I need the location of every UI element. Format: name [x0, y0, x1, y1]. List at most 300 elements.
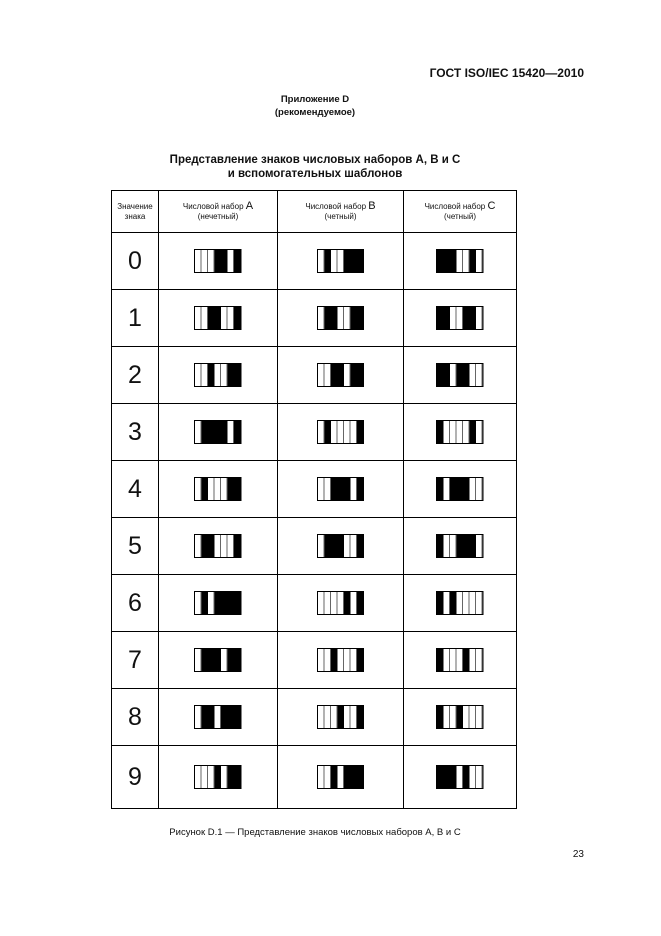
dark-module — [208, 535, 215, 557]
cell-set-c — [404, 233, 517, 290]
light-module — [450, 364, 457, 386]
cell-set-a — [159, 404, 278, 461]
light-module — [450, 649, 457, 671]
light-module — [344, 364, 351, 386]
light-module — [457, 766, 464, 788]
dark-module — [437, 421, 444, 443]
barcode-set-a-7 — [194, 648, 242, 672]
barcode-set-a-9 — [194, 765, 242, 789]
light-module — [318, 649, 325, 671]
light-module — [337, 766, 344, 788]
dark-module — [463, 307, 470, 329]
dark-module — [324, 421, 331, 443]
light-module — [350, 706, 357, 728]
header-set-b-letter: B — [368, 200, 376, 212]
dark-module — [202, 535, 209, 557]
dark-module — [234, 478, 241, 500]
dark-module — [344, 478, 351, 500]
light-module — [318, 706, 325, 728]
light-module — [208, 250, 215, 272]
dark-module — [215, 250, 222, 272]
dark-module — [221, 421, 228, 443]
light-module — [463, 421, 470, 443]
barcode-set-b-0 — [317, 249, 365, 273]
barcode-set-c-9 — [436, 765, 484, 789]
light-module — [344, 649, 351, 671]
header-set-c-letter: C — [487, 200, 496, 212]
light-module — [444, 535, 451, 557]
dark-module — [450, 478, 457, 500]
dark-module — [202, 592, 209, 614]
light-module — [457, 307, 464, 329]
light-module — [318, 592, 325, 614]
light-module — [324, 649, 331, 671]
dark-module — [228, 364, 235, 386]
standard-designation: ГОСТ ISO/IEC 15420—2010 — [429, 66, 584, 80]
table-row — [112, 746, 517, 809]
light-module — [457, 592, 464, 614]
light-module — [476, 421, 483, 443]
light-module — [221, 478, 228, 500]
dark-module — [234, 364, 241, 386]
dark-module — [331, 649, 338, 671]
light-module — [470, 649, 477, 671]
dark-module — [470, 250, 477, 272]
light-module — [202, 364, 209, 386]
light-module — [228, 421, 235, 443]
dark-module — [331, 364, 338, 386]
header-set-a-letter: A — [245, 200, 254, 212]
header-set-b-parity: (четный) — [324, 212, 357, 221]
cell-set-a — [159, 518, 278, 575]
dark-module — [234, 421, 241, 443]
light-module — [450, 307, 457, 329]
table-row — [112, 518, 517, 575]
barcode-set-c-4 — [436, 477, 484, 501]
dark-module — [234, 250, 241, 272]
light-module — [318, 478, 325, 500]
dark-module — [208, 364, 215, 386]
cell-set-b — [278, 347, 404, 404]
light-module — [215, 706, 222, 728]
barcode-set-a-2 — [194, 363, 242, 387]
dark-module — [350, 307, 357, 329]
light-module — [318, 307, 325, 329]
cell-set-c — [404, 689, 517, 746]
light-module — [344, 706, 351, 728]
dark-module — [215, 766, 222, 788]
dark-module — [202, 649, 209, 671]
dark-module — [463, 478, 470, 500]
dark-module — [202, 421, 209, 443]
dark-module — [444, 766, 451, 788]
dark-module — [337, 364, 344, 386]
light-module — [195, 478, 202, 500]
barcode-set-c-1 — [436, 306, 484, 330]
dark-module — [437, 649, 444, 671]
light-module — [221, 307, 228, 329]
table-header-row — [112, 191, 517, 233]
light-module — [318, 364, 325, 386]
light-module — [318, 250, 325, 272]
light-module — [476, 706, 483, 728]
dark-module — [208, 706, 215, 728]
light-module — [344, 307, 351, 329]
dark-module — [221, 250, 228, 272]
dark-module — [437, 307, 444, 329]
cell-set-c — [404, 518, 517, 575]
dark-module — [463, 649, 470, 671]
digit-value: 9 — [112, 746, 159, 809]
cell-set-a — [159, 461, 278, 518]
light-module — [350, 478, 357, 500]
dark-module — [450, 592, 457, 614]
dark-module — [357, 592, 364, 614]
dark-module — [324, 250, 331, 272]
dark-module — [457, 706, 464, 728]
light-module — [195, 766, 202, 788]
dark-module — [344, 592, 351, 614]
light-module — [195, 421, 202, 443]
light-module — [476, 307, 483, 329]
cell-set-b — [278, 689, 404, 746]
table-row — [112, 404, 517, 461]
dark-module — [221, 592, 228, 614]
light-module — [318, 766, 325, 788]
barcode-set-a-6 — [194, 591, 242, 615]
figure-title-line-1: Представление знаков числовых наборов А, В и С — [169, 154, 461, 166]
light-module — [228, 250, 235, 272]
light-module — [457, 649, 464, 671]
dark-module — [324, 307, 331, 329]
dark-module — [444, 364, 451, 386]
header-set-c-name: Числовой набор — [424, 202, 486, 211]
light-module — [476, 364, 483, 386]
annex-heading — [0, 93, 630, 119]
table-row — [112, 347, 517, 404]
light-module — [221, 766, 228, 788]
light-module — [195, 592, 202, 614]
light-module — [215, 535, 222, 557]
annex-title: Приложение D — [280, 94, 350, 105]
barcode-set-b-3 — [317, 420, 365, 444]
cell-set-b — [278, 233, 404, 290]
barcode-set-a-5 — [194, 534, 242, 558]
dark-module — [444, 307, 451, 329]
dark-module — [357, 364, 364, 386]
barcode-set-c-5 — [436, 534, 484, 558]
light-module — [476, 592, 483, 614]
dark-module — [215, 649, 222, 671]
cell-set-a — [159, 746, 278, 809]
light-module — [350, 649, 357, 671]
barcode-set-b-8 — [317, 705, 365, 729]
dark-module — [208, 307, 215, 329]
table-row — [112, 689, 517, 746]
light-module — [318, 535, 325, 557]
light-module — [470, 478, 477, 500]
light-module — [202, 307, 209, 329]
light-module — [450, 535, 457, 557]
light-module — [476, 250, 483, 272]
cell-set-a — [159, 347, 278, 404]
dark-module — [331, 307, 338, 329]
light-module — [337, 592, 344, 614]
table-row — [112, 632, 517, 689]
digit-value: 8 — [112, 689, 159, 746]
light-module — [331, 421, 338, 443]
digit-value: 3 — [112, 404, 159, 461]
dark-module — [344, 250, 351, 272]
light-module — [350, 535, 357, 557]
light-module — [208, 766, 215, 788]
light-module — [195, 364, 202, 386]
dark-module — [437, 706, 444, 728]
dark-module — [470, 307, 477, 329]
header-set-a-name: Числовой набор — [182, 202, 244, 211]
barcode-set-b-9 — [317, 765, 365, 789]
light-module — [450, 421, 457, 443]
dark-module — [357, 250, 364, 272]
dark-module — [202, 706, 209, 728]
light-module — [344, 535, 351, 557]
light-module — [470, 766, 477, 788]
light-module — [202, 766, 209, 788]
dark-module — [228, 592, 235, 614]
light-module — [195, 649, 202, 671]
dark-module — [337, 478, 344, 500]
light-module — [215, 364, 222, 386]
light-module — [337, 421, 344, 443]
digit-value: 1 — [112, 290, 159, 347]
dark-module — [350, 250, 357, 272]
header-set-c-parity: (четный) — [444, 212, 476, 221]
dark-module — [215, 307, 222, 329]
dark-module — [437, 250, 444, 272]
light-module — [331, 250, 338, 272]
barcode-set-b-2 — [317, 363, 365, 387]
dark-module — [357, 766, 364, 788]
light-module — [337, 250, 344, 272]
barcode-set-c-0 — [436, 249, 484, 273]
light-module — [228, 535, 235, 557]
light-module — [318, 421, 325, 443]
dark-module — [324, 535, 331, 557]
dark-module — [350, 766, 357, 788]
page-number: 23 — [572, 849, 584, 860]
light-module — [221, 649, 228, 671]
light-module — [195, 706, 202, 728]
light-module — [208, 478, 215, 500]
dark-module — [437, 364, 444, 386]
barcode-set-b-1 — [317, 306, 365, 330]
barcode-set-c-6 — [436, 591, 484, 615]
header-value — [112, 191, 159, 233]
digit-value: 0 — [112, 233, 159, 290]
barcode-set-b-7 — [317, 648, 365, 672]
table-row — [112, 461, 517, 518]
numeric-sets-table — [111, 190, 517, 809]
cell-set-a — [159, 689, 278, 746]
cell-set-c — [404, 347, 517, 404]
dark-module — [234, 649, 241, 671]
light-module — [444, 706, 451, 728]
cell-set-b — [278, 632, 404, 689]
dark-module — [215, 421, 222, 443]
light-module — [324, 592, 331, 614]
figure-caption: Рисунок D.1 — Представление знаков числовых наборов А, В и С — [169, 827, 461, 838]
dark-module — [470, 421, 477, 443]
dark-module — [450, 250, 457, 272]
dark-module — [463, 364, 470, 386]
light-module — [195, 307, 202, 329]
barcode-set-b-4 — [317, 477, 365, 501]
table-row — [112, 575, 517, 632]
light-module — [324, 766, 331, 788]
cell-set-c — [404, 461, 517, 518]
light-module — [476, 535, 483, 557]
digit-value: 5 — [112, 518, 159, 575]
light-module — [215, 478, 222, 500]
digit-value: 2 — [112, 347, 159, 404]
dark-module — [357, 307, 364, 329]
light-module — [344, 421, 351, 443]
dark-module — [457, 364, 464, 386]
dark-module — [228, 706, 235, 728]
dark-module — [437, 766, 444, 788]
light-module — [195, 535, 202, 557]
dark-module — [337, 706, 344, 728]
dark-module — [457, 535, 464, 557]
light-module — [463, 592, 470, 614]
cell-set-a — [159, 575, 278, 632]
table-row — [112, 290, 517, 347]
light-module — [331, 706, 338, 728]
header-set-c — [404, 191, 517, 233]
dark-module — [470, 535, 477, 557]
dark-module — [331, 766, 338, 788]
barcode-set-c-8 — [436, 705, 484, 729]
light-module — [470, 364, 477, 386]
cell-set-b — [278, 404, 404, 461]
light-module — [476, 649, 483, 671]
light-module — [350, 592, 357, 614]
cell-set-a — [159, 233, 278, 290]
light-module — [450, 706, 457, 728]
light-module — [457, 250, 464, 272]
light-module — [350, 421, 357, 443]
header-value-line-1: Значение — [117, 201, 153, 211]
dark-module — [331, 478, 338, 500]
light-module — [324, 364, 331, 386]
dark-module — [357, 421, 364, 443]
digit-value: 6 — [112, 575, 159, 632]
light-module — [444, 421, 451, 443]
dark-module — [228, 649, 235, 671]
cell-set-a — [159, 632, 278, 689]
cell-set-c — [404, 746, 517, 809]
cell-set-b — [278, 518, 404, 575]
dark-module — [234, 592, 241, 614]
annex-status: (рекомендуемое) — [274, 107, 356, 118]
dark-module — [331, 535, 338, 557]
dark-module — [234, 766, 241, 788]
dark-module — [463, 766, 470, 788]
figure-title-line-2: и вспомогательных шаблонов — [227, 168, 403, 180]
light-module — [444, 478, 451, 500]
cell-set-b — [278, 461, 404, 518]
light-module — [208, 592, 215, 614]
dark-module — [350, 364, 357, 386]
light-module — [470, 706, 477, 728]
dark-module — [215, 592, 222, 614]
light-module — [476, 766, 483, 788]
header-value-line-2: знака — [124, 211, 146, 221]
barcode-set-c-2 — [436, 363, 484, 387]
light-module — [337, 649, 344, 671]
barcode-set-b-6 — [317, 591, 365, 615]
header-set-b — [278, 191, 404, 233]
light-module — [463, 250, 470, 272]
dark-module — [234, 706, 241, 728]
table-row — [112, 233, 517, 290]
dark-module — [357, 706, 364, 728]
dark-module — [208, 649, 215, 671]
light-module — [324, 706, 331, 728]
dark-module — [228, 478, 235, 500]
barcode-set-a-8 — [194, 705, 242, 729]
header-set-a-parity: (нечетный) — [197, 212, 239, 221]
light-module — [202, 250, 209, 272]
cell-set-b — [278, 746, 404, 809]
dark-module — [444, 250, 451, 272]
light-module — [444, 649, 451, 671]
light-module — [470, 592, 477, 614]
dark-module — [208, 421, 215, 443]
dark-module — [202, 478, 209, 500]
dark-module — [437, 592, 444, 614]
dark-module — [463, 535, 470, 557]
dark-module — [450, 766, 457, 788]
barcode-set-a-1 — [194, 306, 242, 330]
light-module — [457, 421, 464, 443]
dark-module — [437, 535, 444, 557]
cell-set-c — [404, 575, 517, 632]
light-module — [221, 364, 228, 386]
figure-title — [0, 153, 630, 181]
dark-module — [344, 766, 351, 788]
digit-value: 4 — [112, 461, 159, 518]
cell-set-a — [159, 290, 278, 347]
dark-module — [457, 478, 464, 500]
cell-set-b — [278, 290, 404, 347]
header-set-b-name: Числовой набор — [305, 202, 367, 211]
dark-module — [357, 535, 364, 557]
barcode-set-c-3 — [436, 420, 484, 444]
cell-set-b — [278, 575, 404, 632]
light-module — [324, 478, 331, 500]
header-set-a — [159, 191, 278, 233]
barcode-set-c-7 — [436, 648, 484, 672]
light-module — [221, 535, 228, 557]
barcode-set-a-4 — [194, 477, 242, 501]
light-module — [463, 706, 470, 728]
light-module — [476, 478, 483, 500]
barcode-set-a-3 — [194, 420, 242, 444]
dark-module — [437, 478, 444, 500]
digit-value: 7 — [112, 632, 159, 689]
dark-module — [228, 766, 235, 788]
